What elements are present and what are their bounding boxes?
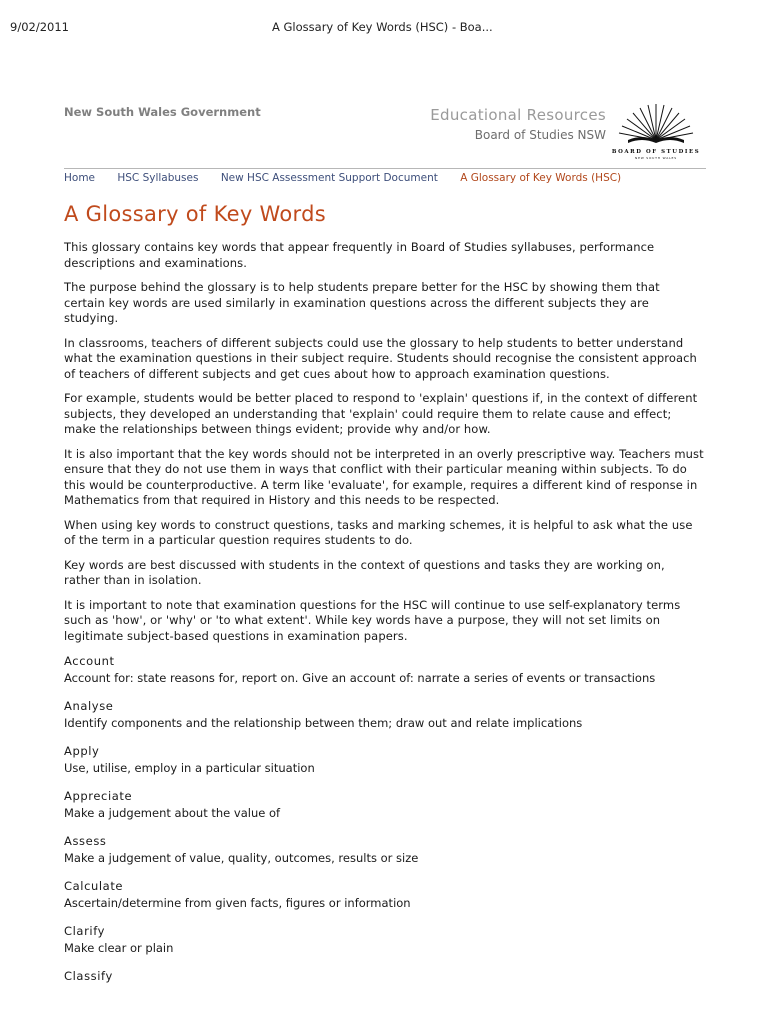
breadcrumb-home[interactable]: Home bbox=[64, 172, 96, 184]
breadcrumb-hsc-syllabuses[interactable]: HSC Syllabuses bbox=[117, 172, 199, 184]
glossary-term: Assess bbox=[64, 834, 107, 848]
glossary-term: Appreciate bbox=[64, 789, 133, 803]
section-subtitle[interactable]: Board of Studies NSW bbox=[474, 128, 606, 142]
glossary-definition: Make a judgement of value, quality, outcomes, results or size bbox=[64, 851, 419, 865]
glossary-term: Classify bbox=[64, 969, 113, 983]
glossary-list bbox=[64, 654, 704, 984]
intro-paragraph: The purpose behind the glossary is to help students prepare better for the HSC by showing them that certain key words are used similarly in examination questions across the different subjects they are studying. bbox=[64, 280, 660, 325]
intro-paragraph: It is also important that the key words should not be interpreted in an overly prescriptive way. Teachers must ensure that they do not use them in ways that conflict with their particular meaning within subjects. To do this would be counterproductive. A term like 'evaluate', for example, requires a different kind of response in Mathematics from that required in History and this needs to be respected. bbox=[64, 446, 704, 507]
section-title[interactable]: Educational Resources bbox=[430, 106, 606, 124]
glossary-term: Clarify bbox=[64, 924, 106, 938]
glossary-definition: Identify components and the relationship between them; draw out and relate implications bbox=[64, 716, 583, 730]
main-content bbox=[64, 202, 704, 984]
site-section-header bbox=[430, 106, 606, 142]
intro-paragraph: Key words are best discussed with students in the context of questions and tasks they are working on, rather than in isolation. bbox=[64, 557, 665, 587]
logo-text: BOARD OF STUDIES bbox=[611, 149, 701, 155]
print-date: 9/02/2011 bbox=[10, 20, 69, 34]
government-label[interactable]: New South Wales Government bbox=[64, 105, 261, 119]
intro-paragraph: In classrooms, teachers of different subjects could use the glossary to help students to better understand what the examination questions in their subject require. Students should recognise the consistent approach of teachers of different subjects and get cues about how to approach examination questions. bbox=[64, 335, 697, 381]
intro-paragraph: This glossary contains key words that appear frequently in Board of Studies syllabuses, performance descriptions and examinations. bbox=[64, 240, 655, 270]
breadcrumb-assessment-support[interactable]: New HSC Assessment Support Document bbox=[220, 172, 438, 184]
print-header bbox=[0, 20, 768, 36]
glossary-definition: Make clear or plain bbox=[64, 941, 174, 955]
glossary-definition: Ascertain/determine from given facts, figures or information bbox=[64, 896, 411, 910]
glossary-term: Calculate bbox=[64, 879, 124, 893]
intro-paragraph: For example, students would be better placed to respond to 'explain' questions if, in the context of different subjects, they developed an understanding that 'explain' could require them to relate cause and effect; make the relationships between things evident; provide why and/or how. bbox=[64, 391, 698, 436]
breadcrumb bbox=[64, 172, 621, 184]
glossary-term: Account bbox=[64, 654, 115, 668]
intro-paragraph: It is important to note that examination questions for the HSC will continue to use self-explanatory terms such as 'how', or 'why' or 'to what extent'. While key words have a purpose, they will not set limits on legitimate subject-based questions in examination papers. bbox=[64, 597, 681, 643]
page-title: A Glossary of Key Words bbox=[64, 202, 326, 226]
glossary-term: Analyse bbox=[64, 699, 114, 713]
breadcrumb-current-page[interactable]: A Glossary of Key Words (HSC) bbox=[460, 172, 622, 184]
intro-paragraph: When using key words to construct questions, tasks and marking schemes, it is helpful to ask what the use of the term in a particular question requires students to do. bbox=[64, 517, 693, 547]
nav-divider bbox=[64, 168, 706, 169]
glossary-definition: Use, utilise, employ in a particular situation bbox=[64, 761, 315, 775]
glossary-definition: Make a judgement about the value of bbox=[64, 806, 281, 820]
logo-subtext: NEW SOUTH WALES bbox=[635, 156, 677, 160]
glossary-term: Apply bbox=[64, 744, 100, 758]
glossary-definition: Account for: state reasons for, report on. Give an account of: narrate a series of events or transactions bbox=[64, 671, 656, 685]
board-of-studies-logo[interactable] bbox=[604, 100, 708, 162]
print-page-title: A Glossary of Key Words (HSC) - Boa... bbox=[272, 20, 493, 34]
